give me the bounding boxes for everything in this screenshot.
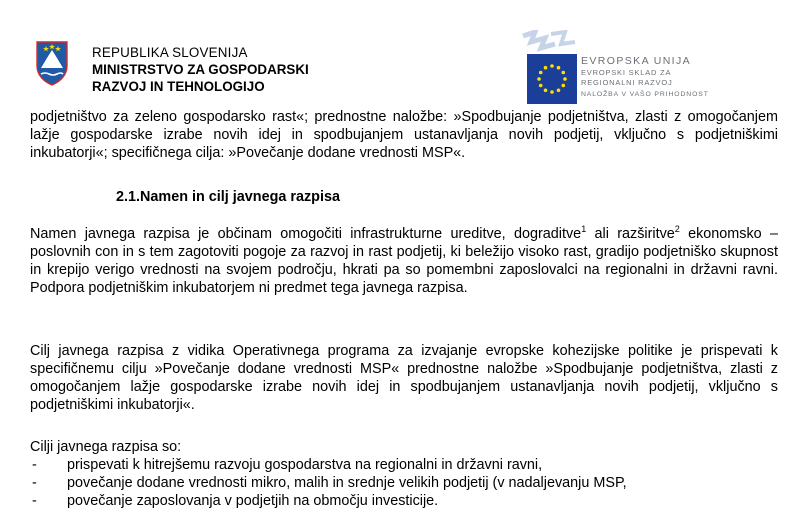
eu-line-4: NALOŽBA V VAŠO PRIHODNOST (581, 91, 709, 98)
goal-text: povečanje dodane vrednosti mikro, malih in srednje velikih podjetij (v nadaljevanju MSP, (67, 475, 627, 491)
ministry-line-1: REPUBLIKA SLOVENIJA (92, 45, 248, 60)
section-title: 2.1.Namen in cilj javnega razpisa (116, 189, 340, 205)
eu-line-2: EVROPSKI SKLAD ZA (581, 68, 672, 77)
eu-logo-block (521, 30, 711, 105)
ministry-line-2: MINISTRSTVO ZA GOSPODARSKI (92, 62, 309, 77)
ministry-line-3: RAZVOJ IN TEHNOLOGIJO (92, 79, 265, 94)
eu-flag-icon (527, 54, 577, 104)
purpose-text-b: ali razširitve (586, 226, 675, 242)
eu-line-3: REGIONALNI RAZVOJ (581, 77, 673, 87)
document-header (0, 0, 800, 108)
purpose-text-a: Namen javnega razpisa je občinam omogočiti infrastrukturne ureditve, dograditve (30, 226, 582, 242)
ministry-name (92, 44, 309, 95)
bullet-dash: - (32, 457, 37, 473)
slovenia-coat-of-arms-icon (34, 40, 70, 86)
purpose-text-c: ekonomsko – poslovnih con in s tem zagotoviti pogoje za razvoj in rast podjetij, ki beležijo visoko rast, gradijo podjetniško skupnost in krepijo verigo vrednosti na svojem področju, hkrati pa so pomembni zaposlovalci na regionalni in državni ravni. Podpora podjetniškim inkubatorjem ni predmet tega javnega razpisa. (30, 226, 778, 296)
goal-item (30, 456, 778, 474)
footnote-ref-2[interactable]: 2 (674, 224, 680, 235)
eu-swoosh-icon (521, 30, 581, 56)
bullet-dash: - (32, 493, 37, 509)
goals-heading: Cilji javnega razpisa so: (30, 439, 182, 455)
goal-text: prispevati k hitrejšemu razvoju gospodarstva na regionalni in državni ravni, (67, 457, 543, 473)
goal-text: povečanje zaposlovanja v podjetjih na območju investicije. (67, 493, 439, 509)
objective-paragraph: Cilj javnega razpisa z vidika Operativnega programa za izvajanje evropske kohezijske politike je prispevati k specifičnemu cilju »Povečanje dodane vrednosti MSP« prednostne naložbe »Spodbujanje podjetništva, zlasti z omogočanjem lažje gospodarske izrabe novih idej in spodbujanjem ustanavljanja novih podjetij, vključno s podjetniškimi inkubatorji«. (30, 343, 778, 413)
goal-item (30, 474, 778, 492)
purpose-paragraph (30, 225, 778, 297)
goal-item (30, 492, 778, 510)
eu-logo-text (581, 55, 709, 101)
intro-paragraph: podjetništvo za zeleno gospodarsko rast«; prednostne naložbe: »Spodbujanje podjetništva, zlasti z omogočanjem lažje gospodarske izrabe novih idej in spodbujanjem ustanavljanja novih podjetij, vključno s podjetniškimi inkubatorji«; specifičnega cilja: »Povečanje dodane vrednosti MSP«. (30, 109, 778, 161)
eu-line-1: EVROPSKA UNIJA (581, 55, 692, 67)
goals-section (30, 438, 778, 510)
goals-list (30, 456, 778, 510)
document-body (30, 108, 778, 509)
bullet-dash: - (32, 475, 37, 491)
footnote-ref-1[interactable]: 1 (581, 224, 587, 235)
